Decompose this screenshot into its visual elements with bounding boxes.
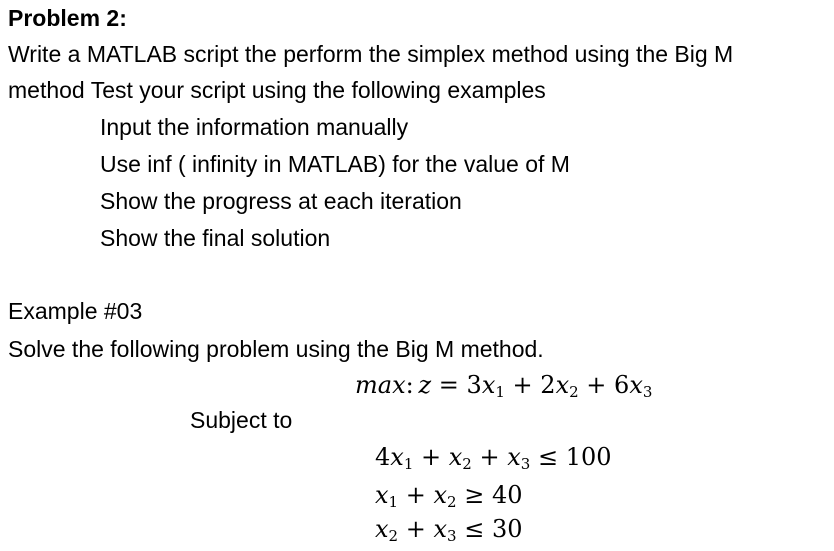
objective-coef: 3 xyxy=(466,371,482,399)
objective-function: max: $z = 3x_1 + 2x_2 + 6x_3$ xyxy=(355,371,653,401)
constraint-rhs: 40 xyxy=(491,481,523,509)
problem-heading: Problem 2: xyxy=(8,5,127,31)
bullet-item: Use inf ( infinity in MATLAB) for the value of M xyxy=(100,151,570,177)
constraint-sub: 1 xyxy=(388,493,399,511)
example-title: Example #03 xyxy=(8,298,143,324)
constraint-sub: 2 xyxy=(447,493,457,511)
constraint-rhs: 30 xyxy=(491,515,523,543)
constraint-sub: 2 xyxy=(388,527,399,545)
objective-coef: 6 xyxy=(614,371,630,399)
objective-sub: 3 xyxy=(642,383,653,401)
constraint-sub: 3 xyxy=(447,527,457,545)
bullet-item: Show the final solution xyxy=(100,225,331,251)
objective-prefix: max xyxy=(355,371,406,399)
problem-intro-line-2: method Test your script using the following examples xyxy=(8,77,546,103)
subject-to-label: Subject to xyxy=(190,407,293,433)
constraint-op: ≤ xyxy=(464,515,485,543)
objective-var: z xyxy=(418,371,432,399)
bullet-item: Show the progress at each iteration xyxy=(100,188,462,214)
constraint-op: ≥ xyxy=(464,481,485,509)
constraint-sub: 3 xyxy=(520,455,531,473)
problem-intro-line-1: Write a MATLAB script the perform the simplex method using the Big M xyxy=(8,41,734,67)
constraint-coef: 4 xyxy=(375,443,391,471)
constraint-sub: 2 xyxy=(462,455,472,473)
objective-sub: 1 xyxy=(495,383,505,401)
example-instruction: Solve the following problem using the Big M method. xyxy=(8,336,544,362)
constraint-3: $x_2 + x_3 \le 30$ xyxy=(375,515,523,545)
constraint-op: ≤ xyxy=(537,443,559,471)
constraint-1: $4x_1 + x_2 + x_3 \le 100$ xyxy=(375,443,612,473)
objective-sub: 2 xyxy=(569,383,579,401)
constraint-rhs: 100 xyxy=(565,443,612,471)
constraint-2: $x_1 + x_2 \ge 40$ xyxy=(375,481,523,511)
objective-coef: 2 xyxy=(540,371,556,399)
constraint-sub: 1 xyxy=(403,455,414,473)
bullet-item: Input the information manually xyxy=(100,114,409,140)
